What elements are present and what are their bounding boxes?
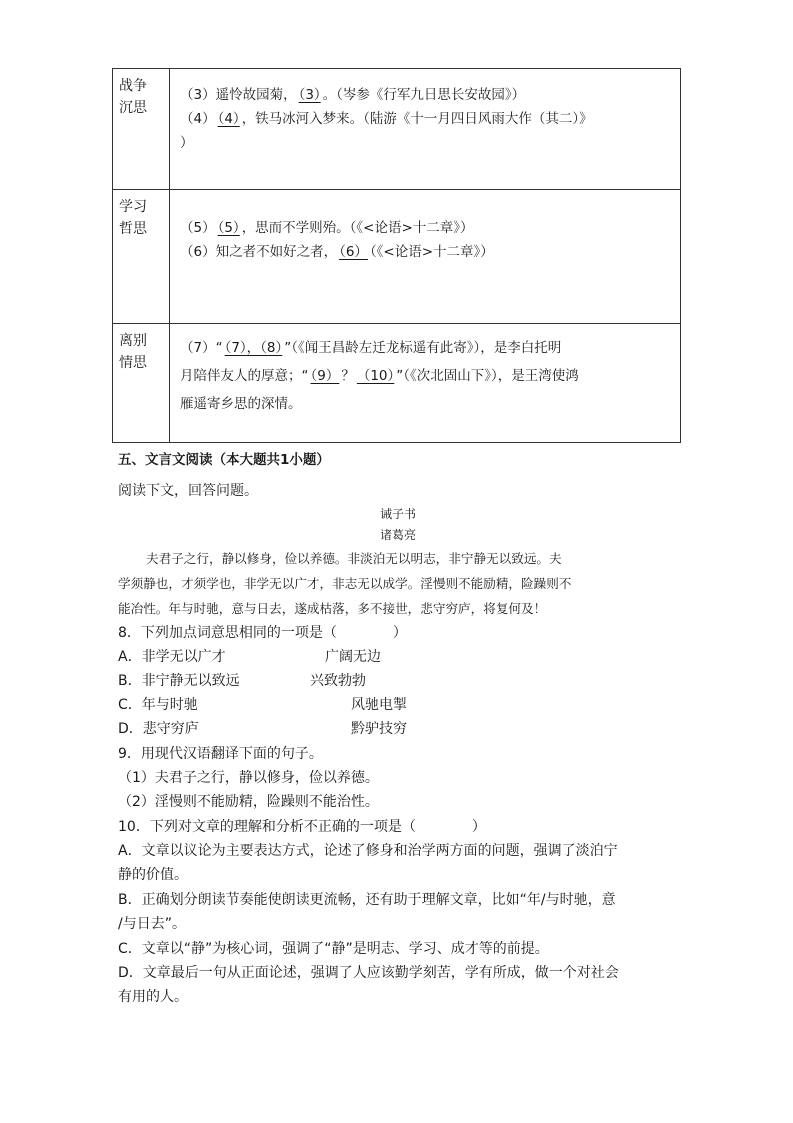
option-c: C．年与时驰 风驰电掣 xyxy=(118,697,407,713)
content-cell xyxy=(170,190,681,324)
fill-in-table xyxy=(112,68,681,443)
table-row xyxy=(113,190,681,324)
blank-3: （3） xyxy=(298,87,321,103)
content-cell xyxy=(170,324,681,443)
blank-9: （9） xyxy=(310,368,340,384)
poem-author: 诸葛亮 xyxy=(379,528,416,542)
option-d: D．悲守穷庐 黔驴技穷 xyxy=(118,721,407,737)
instruction: 阅读下文，回答问题。 xyxy=(118,483,258,499)
blank-5: （5） xyxy=(217,220,240,236)
option-a: A．非学无以广才 广阔无边 xyxy=(118,649,381,665)
option-b: B．非宁静无以致远 兴致勃勃 xyxy=(118,673,366,689)
q10-line: C．文章以“静”为核心词，强调了“静”是明志、学习、成才等的前提。 xyxy=(118,941,549,957)
category-cell: 战争 沉思 xyxy=(113,69,170,190)
category-cell: 学习 哲思 xyxy=(113,190,170,324)
table-line: （3）遥怜故园菊， （3） 。（岑参《行军九日思长安故园》） xyxy=(180,87,526,103)
table-line: （6）知之者不如好之者， （6） （《<论语>十二章》） xyxy=(180,244,494,260)
q10-line: B．正确划分朗读节奏能使朗读更流畅，还有助于理解文章，比如“年/与时驰，意 xyxy=(118,892,616,908)
blank-10: （10） xyxy=(356,368,395,384)
q10-line: 有用的人。 xyxy=(118,989,188,1005)
table-line: 雁遥寄乡思的深情。 xyxy=(180,396,302,412)
question-8: 8．下列加点词意思相同的一项是（ ） xyxy=(118,625,407,641)
q10-line: A．文章以议论为主要表达方式，论述了修身和治学两方面的问题，强调了淡泊宁 xyxy=(118,843,618,859)
table-line: （4） （4） ，铁马冰河入梦来。（陆游《十一月四日风雨大作（其二）》 xyxy=(180,111,593,127)
table-line: 月陪伴友人的厚意；“ （9） ？ （10） ”（《次北固山下》），是王湾使鸿 xyxy=(180,368,579,384)
category-cell: 离别 情思 xyxy=(113,324,170,443)
blank-7-8: （7），（8） xyxy=(224,340,283,356)
section-title: 五、文言文阅读（本大题共1小题） xyxy=(118,452,330,468)
content-cell xyxy=(170,69,681,190)
table-line: （7）“ （7），（8） ”（《闻王昌龄左迁龙标遥有此寄》），是李白托明 xyxy=(180,340,562,356)
table-row xyxy=(113,69,681,190)
q10-line: /与日去”。 xyxy=(118,916,186,932)
question-9: 9．用现代汉语翻译下面的句子。 xyxy=(118,746,323,762)
blank-6: （6） xyxy=(339,244,368,260)
poem-title: 诫子书 xyxy=(379,507,416,521)
table-line: ） xyxy=(180,135,194,151)
poem-line: 能冶性。年与时驰，意与日去，遂成枯落，多不接世，悲守穷庐，将复何及！ xyxy=(118,601,547,616)
blank-4: （4） xyxy=(217,111,240,127)
q9-item: （2）淫慢则不能励精，险躁则不能治性。 xyxy=(118,794,379,810)
q10-line: D．文章最后一句从正面论述，强调了人应该勤学刻苦，学有所成，做一个对社会 xyxy=(118,965,619,981)
poem-text xyxy=(118,546,678,621)
table-line: （5） （5） ，思而不学则殆。（《<论语>十二章》） xyxy=(180,220,474,236)
poem-line: 夫君子之行，静以修身，俭以养德。非淡泊无以明志，非宁静无以致远。夫 xyxy=(146,551,562,566)
table-row xyxy=(113,324,681,443)
q10-line: 静的价值。 xyxy=(118,867,188,883)
q9-item: （1）夫君子之行，静以修身，俭以养德。 xyxy=(118,770,379,786)
poem-line: 学须静也，才须学也，非学无以广才，非志无以成学。淫慢则不能励精，险躁则不 xyxy=(118,576,572,591)
question-10: 10．下列对文章的理解和分析不正确的一项是（ ） xyxy=(118,819,486,835)
